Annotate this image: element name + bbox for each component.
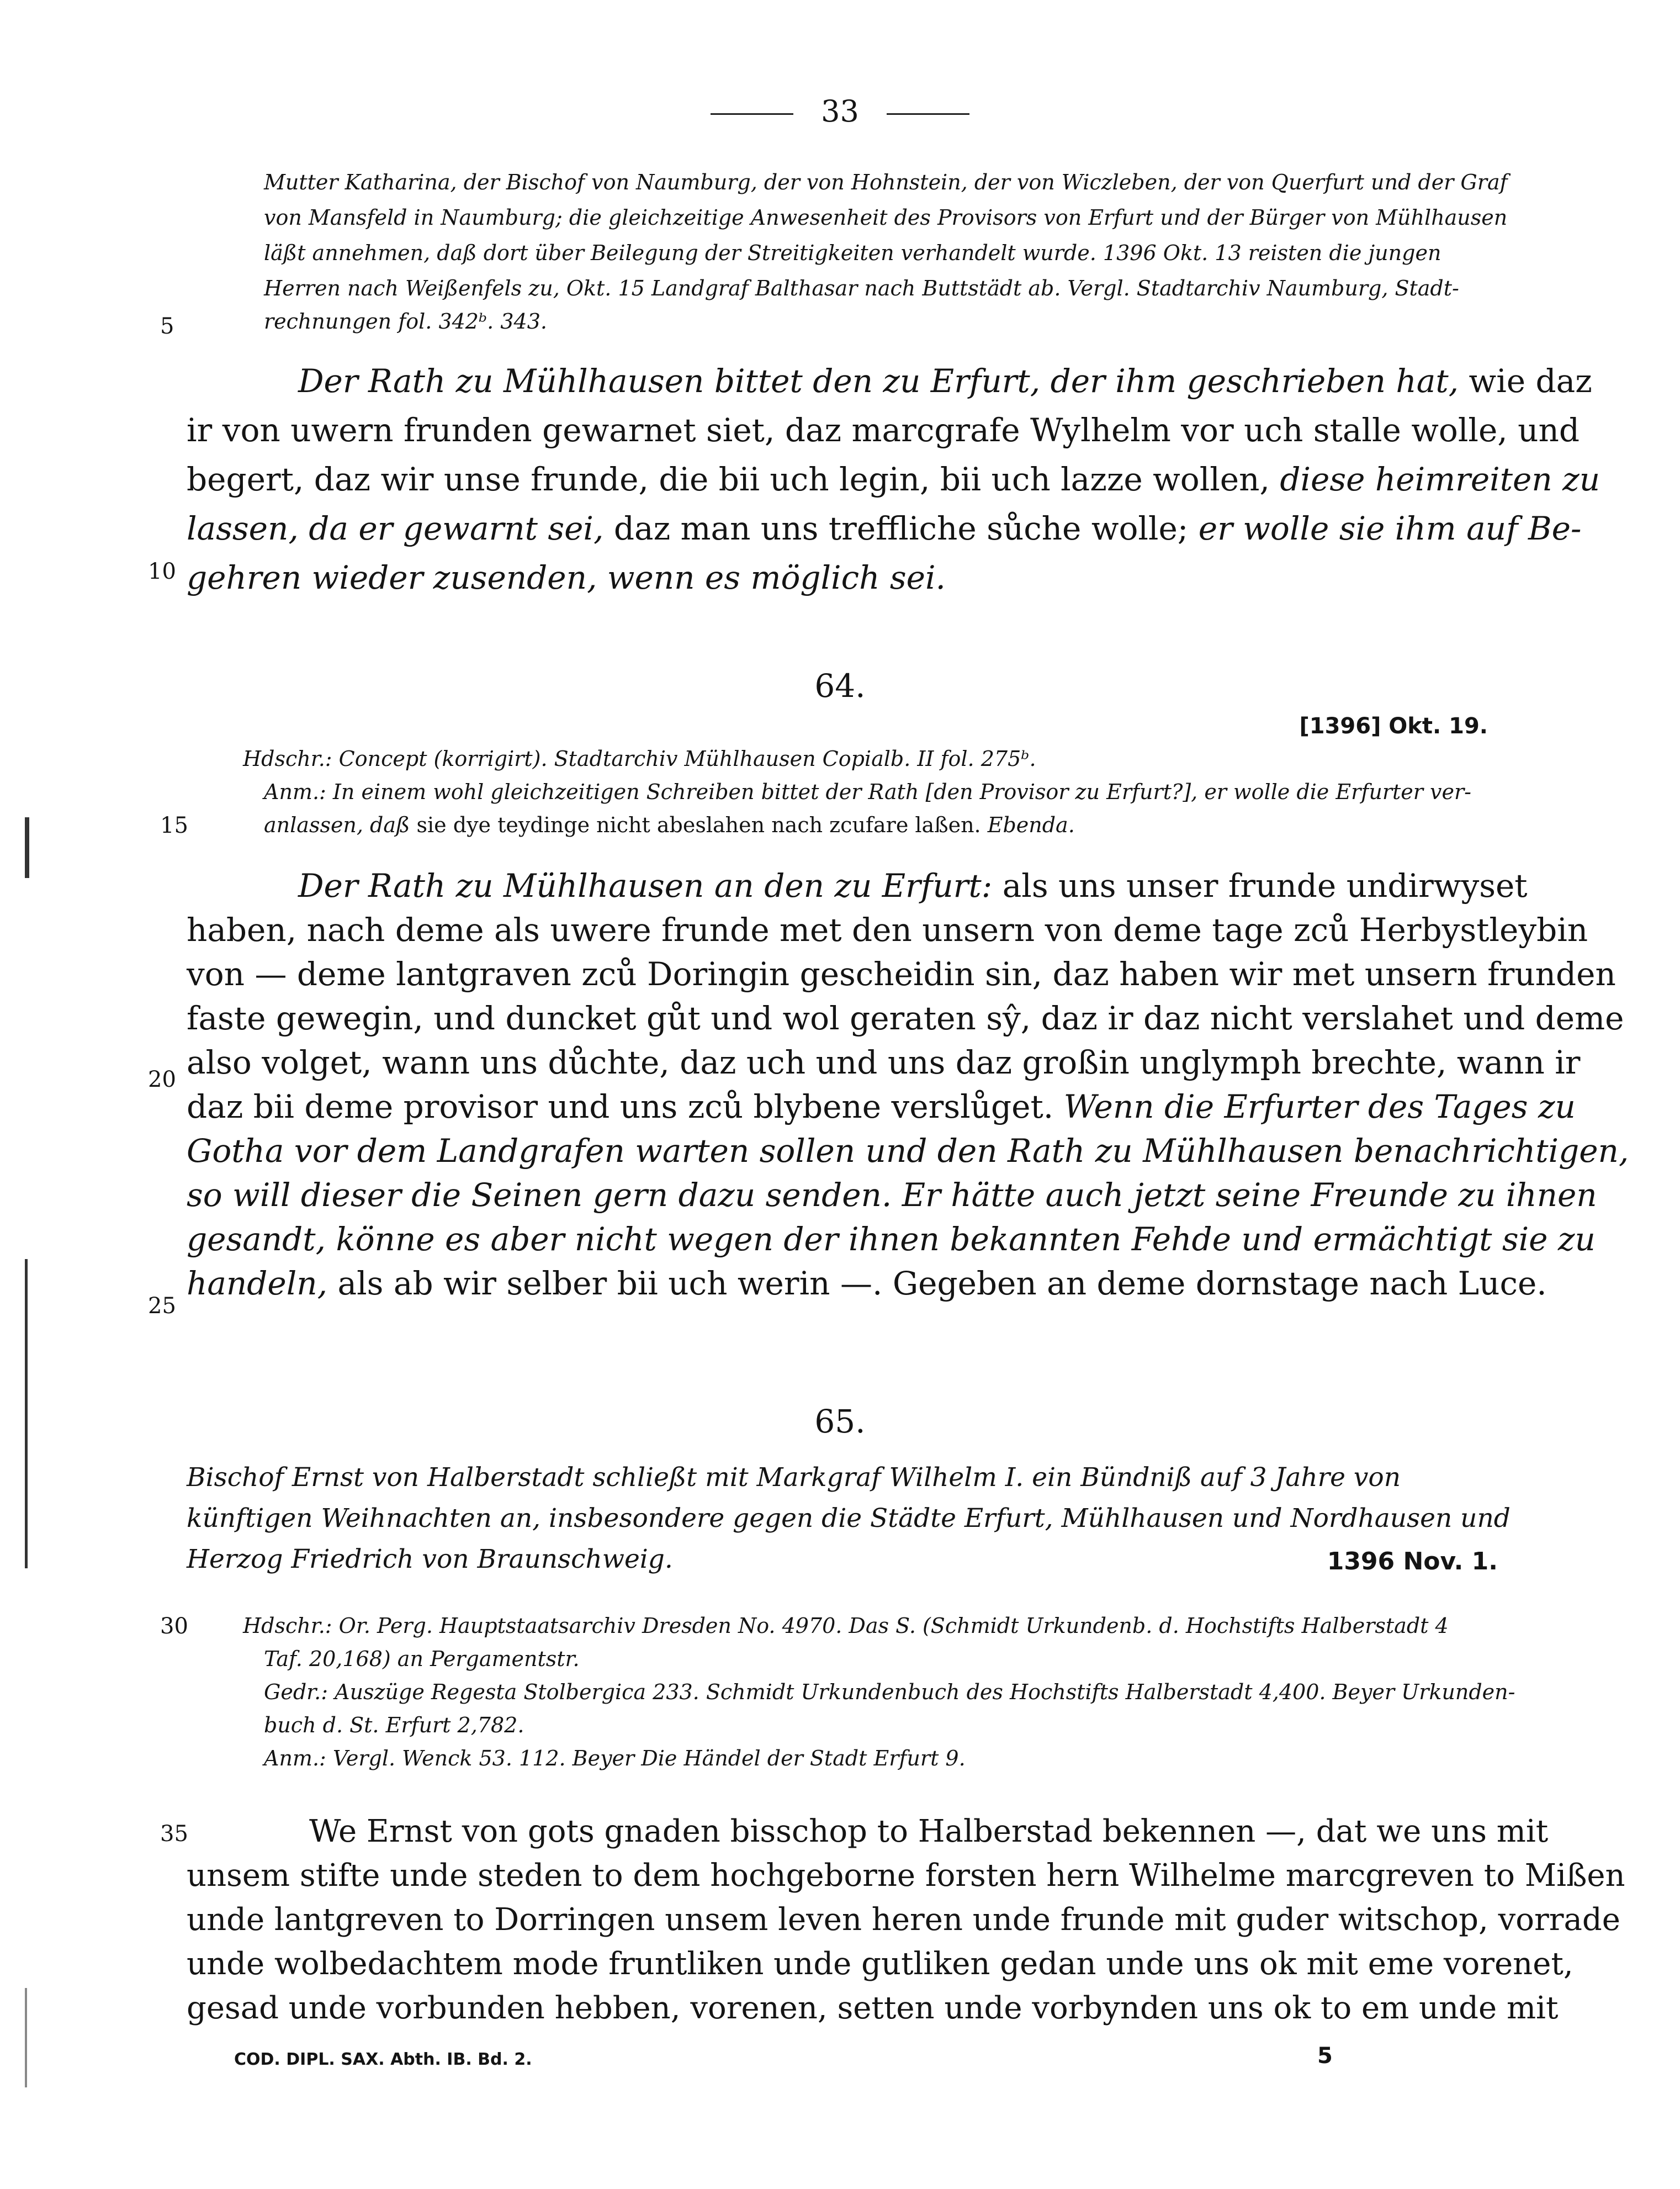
doc-64-text-roman-segment: also volget, wann uns důchte, daz uch und uns daz großin unglymph brechte, wann ir: [187, 1044, 1581, 1081]
doc-64-date: [1396] Okt. 19.: [1299, 713, 1488, 739]
doc-65-number: 65.: [814, 1403, 866, 1440]
line-number: 35: [160, 1821, 188, 1847]
scan-streak: [25, 1988, 27, 2087]
doc-65-text-line: unsem stifte unde steden to dem hochgeborne forsten hern Wilhelme marcgreven to Mißen: [187, 1858, 1625, 1894]
doc-64-text-line: [298, 867, 1528, 905]
page-number-dash-left: [711, 113, 793, 115]
prev-text-roman-segment: begert, daz wir unse frunde, die bii uch legin, bii uch lazze wollen,: [187, 461, 1270, 498]
prev-text-italic-segment: lassen, da er gewarnt sei,: [187, 510, 604, 547]
doc-64-text-roman-segment: als ab wir selber bii uch werin —. Gegeben an deme dornstage nach Luce.: [327, 1265, 1547, 1302]
prev-text-roman-segment: wie daz: [1459, 362, 1592, 400]
doc-65-summary-line: Bischof Ernst von Halberstadt schließt mit Markgraf Wilhelm I. ein Bündniß auf 3 Jahre von: [187, 1462, 1401, 1493]
prev-text-roman-segment: daz man uns treffliche sůche wolle;: [603, 510, 1189, 547]
doc-64-text-italic-segment: Wenn die Erfurter des Tages zu: [1053, 1088, 1576, 1125]
prev-text-roman-segment: ir von uwern frunden gewarnet siet, daz marcgrafe Wylhelm vor uch stalle wolle, und: [187, 411, 1580, 449]
doc-64-text-italic-segment: so will dieser die Seinen gern dazu senden. Er hätte auch jetzt seine Freunde zu ihnen: [187, 1176, 1597, 1214]
doc-64-text-line: [187, 1132, 1629, 1170]
doc-65-note-line: Hdschr.: Or. Perg. Hauptstaatsarchiv Dresden No. 4970. Das S. (Schmidt Urkundenb. d. Hochstifts Halberstadt 4: [243, 1614, 1449, 1638]
doc-64-text-line: [187, 1088, 1576, 1125]
doc-65-text-line: unde wolbedachtem mode fruntliken unde gutliken gedan unde uns ok mit eme vorenet,: [187, 1946, 1573, 1982]
doc-65-note-line: Taf. 20,168) an Pergamentstr.: [264, 1647, 580, 1671]
doc-64-text-roman-segment: faste gewegin, und duncket gůt und wol geraten sŷ, daz ir daz nicht verslahet und deme: [187, 1000, 1624, 1037]
doc-64-text-roman-segment: als uns unser frunde undirwyset: [992, 867, 1528, 905]
doc-64-note-italic-segment: Ebenda.: [981, 813, 1075, 837]
doc-65-date: 1396 Nov. 1.: [1327, 1547, 1498, 1575]
line-number: 20: [148, 1067, 176, 1092]
doc-65-summary-line: künftigen Weihnachten an, insbesondere gegen die Städte Erfurt, Mühlhausen und Nordhausen und: [187, 1503, 1511, 1534]
doc-64-text-italic-segment: handeln,: [187, 1265, 328, 1302]
doc-64-note-italic-segment: anlassen, daß: [264, 813, 410, 837]
doc-64-text-italic-segment: Der Rath zu Mühlhausen an den zu Erfurt:: [298, 867, 993, 905]
doc-64-text-roman-segment: von — deme lantgraven zců Doringin gescheidin sin, daz haben wir met unsern frunden: [187, 955, 1616, 993]
doc-64-note-line: [264, 780, 1471, 804]
doc-64-text-italic-segment: gesandt, könne es aber nicht wegen der ihnen bekannten Fehde und ermächtigt sie zu: [187, 1220, 1596, 1258]
page-number-dash-right: [887, 113, 969, 115]
doc-64-text-line: [187, 1176, 1597, 1214]
doc-65-text-line: We Ernst von gots gnaden bisschop to Halberstad bekennen —, dat we uns mit: [309, 1813, 1549, 1849]
footer-source: COD. DIPL. SAX. Abth. IB. Bd. 2.: [234, 2050, 532, 2069]
prev-text-line: [187, 461, 1600, 498]
doc-64-note-italic-segment: Anm.: In einem wohl gleichzeitigen Schreiben bittet der Rath [den Provisor zu Erfurt?], er wolle die Erfurter ver-: [264, 780, 1471, 804]
doc-65-note-line: Anm.: Vergl. Wenck 53. 112. Beyer Die Händel der Stadt Erfurt 9.: [264, 1746, 966, 1770]
page-number: [0, 94, 1680, 129]
doc-64-text-line: [187, 1044, 1581, 1081]
doc-64-text-line: [187, 1000, 1624, 1037]
line-number: 15: [160, 813, 188, 838]
prev-text-line: [187, 559, 946, 596]
doc-65-note-line: Gedr.: Auszüge Regesta Stolbergica 233. Schmidt Urkundenbuch des Hochstifts Halberstadt 4,400. Beyer Urkunden-: [264, 1680, 1515, 1704]
footer-signature: 5: [1317, 2043, 1333, 2069]
doc-64-text-line: [187, 911, 1588, 949]
prev-text-italic-segment: Der Rath zu Mühlhausen bittet den zu Erfurt, der ihm geschrieben hat,: [298, 362, 1459, 400]
scan-streak: [25, 817, 29, 878]
doc-64-text-line: [187, 955, 1616, 993]
doc-64-note-italic-segment: Hdschr.: Concept (korrigirt). Stadtarchiv Mühlhausen Copialb. II fol. 275ᵇ.: [243, 747, 1036, 771]
doc-65-summary-line: Herzog Friedrich von Braunschweig.: [187, 1544, 673, 1574]
prev-note-line: läßt annehmen, daß dort über Beilegung der Streitigkeiten verhandelt wurde. 1396 Okt. 13 reisten die jungen: [264, 241, 1441, 265]
prev-text-line: [187, 510, 1582, 547]
doc-65-text-line: unde lantgreven to Dorringen unsem leven heren unde frunde mit guder witschop, vorrade: [187, 1902, 1620, 1938]
prev-text-italic-segment: gehren wieder zusenden, wenn es möglich sei.: [187, 559, 946, 596]
doc-65-text-line: gesad unde vorbunden hebben, vorenen, setten unde vorbynden uns ok to em unde mit: [187, 1990, 1559, 2026]
doc-64-text-roman-segment: haben, nach deme als uwere frunde met den unsern von deme tage zců Herbystleybin: [187, 911, 1588, 949]
doc-65-note-line: buch d. St. Erfurt 2,782.: [264, 1713, 524, 1737]
prev-text-line: [187, 411, 1580, 449]
line-number: 10: [148, 559, 176, 584]
prev-note-line: Mutter Katharina, der Bischof von Naumburg, der von Hohnstein, der von Wiczleben, der von Querfurt und der Graf: [264, 170, 1508, 194]
doc-64-note-line: [264, 813, 1075, 837]
prev-text-line: [298, 362, 1592, 400]
prev-note-line: rechnungen fol. 342ᵇ. 343.: [264, 309, 547, 334]
prev-note-line: Herren nach Weißenfels zu, Okt. 15 Landgraf Balthasar nach Buttstädt ab. Vergl. Stadtarchiv Naumburg, Stadt-: [264, 276, 1459, 300]
doc-64-text-line: [187, 1265, 1547, 1302]
line-number: 5: [160, 314, 174, 339]
line-number: 25: [148, 1293, 176, 1319]
prev-text-italic-segment: er wolle sie ihm auf Be-: [1188, 510, 1582, 547]
doc-64-text-italic-segment: Gotha vor dem Landgrafen warten sollen und den Rath zu Mühlhausen benachrichtigen,: [187, 1132, 1629, 1170]
line-number: 30: [160, 1614, 188, 1639]
doc-64-note-roman-segment: sie dye teydinge nicht abeslahen nach zcufare laßen.: [410, 813, 981, 837]
prev-note-line: von Mansfeld in Naumburg; die gleichzeitige Anwesenheit des Provisors von Erfurt und der Bürger von Mühlhausen: [264, 205, 1508, 230]
doc-64-text-roman-segment: daz bii deme provisor und uns zců blybene verslůget.: [187, 1088, 1054, 1125]
doc-64-text-line: [187, 1220, 1596, 1258]
doc-64-number: 64.: [814, 667, 866, 705]
prev-text-italic-segment: diese heimreiten zu: [1269, 461, 1600, 498]
doc-64-note-line: [243, 747, 1036, 771]
page-number-value: 33: [821, 94, 859, 129]
